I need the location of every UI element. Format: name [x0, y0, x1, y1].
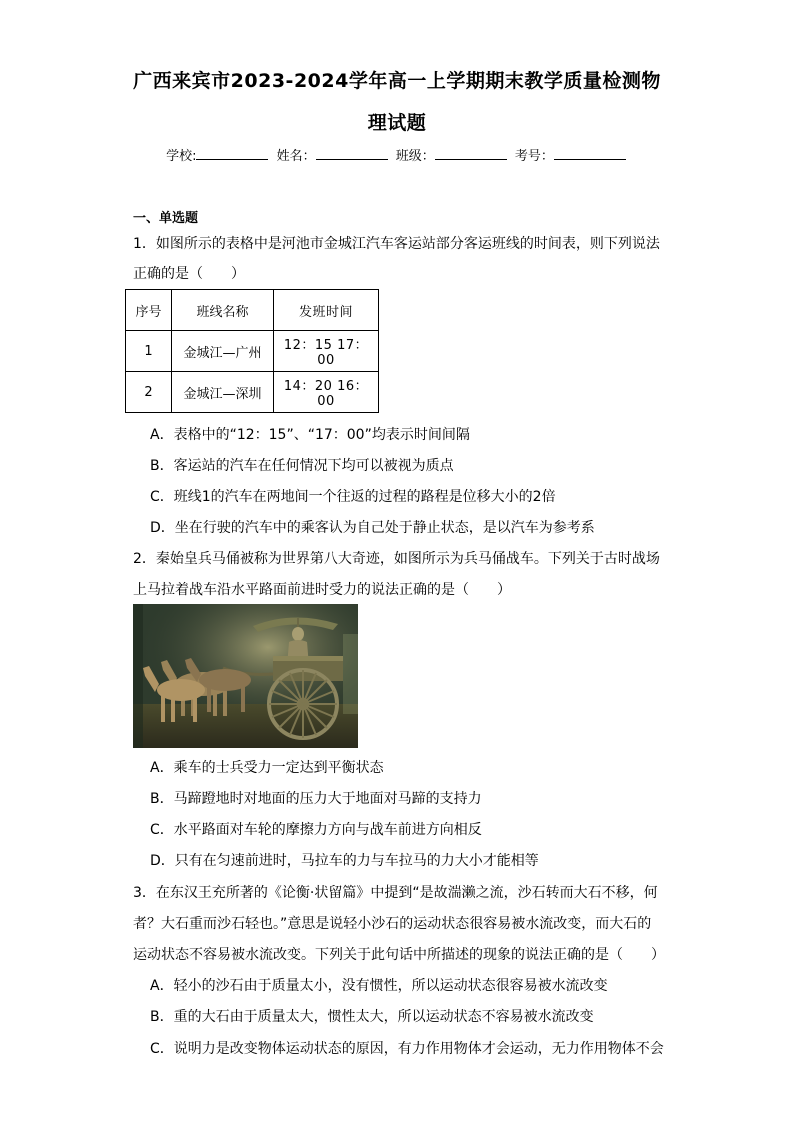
school-label: 学校: — [166, 149, 197, 164]
table-header: 序号 — [126, 290, 172, 331]
q2-stem-line1: 2．秦始皇兵马俑被称为世界第八大奇迹，如图所示为兵马俑战车。下列关于古时战场 — [133, 551, 660, 567]
table-header: 发班时间 — [274, 290, 379, 331]
terracotta-chariot-photo — [133, 604, 358, 748]
q2-stem-line2: 上马拉着战车沿水平路面前进时受力的说法正确的是（ ） — [133, 582, 511, 598]
table-header-row — [126, 290, 379, 331]
q2-option-b: B．马蹄蹬地时对地面的压力大于地面对马蹄的支持力 — [150, 791, 482, 807]
q1-option-c: C．班线1的汽车在两地间一个往返的过程的路程是位移大小的2倍 — [150, 489, 556, 505]
q2-option-d: D．只有在匀速前进时，马拉车的力与车拉马的力大小才能相等 — [150, 853, 539, 869]
page-title-line2: 理试题 — [367, 112, 427, 134]
q3-option-a: A．轻小的沙石由于质量太小，没有惯性，所以运动状态很容易被水流改变 — [150, 978, 608, 994]
student-info-row — [0, 145, 794, 164]
schedule-table — [125, 289, 379, 413]
q3-stem-line3: 运动状态不容易被水流改变。下列关于此句话中所描述的现象的说法正确的是（ ） — [133, 947, 665, 963]
school-blank — [196, 147, 268, 160]
table-cell: 2 — [126, 372, 172, 413]
table-cell: 14：20 16：00 — [274, 372, 379, 413]
number-label: 考号： — [514, 149, 554, 164]
name-label: 姓名： — [276, 149, 316, 164]
q2-option-a: A．乘车的士兵受力一定达到平衡状态 — [150, 760, 384, 776]
section-title: 一、单选题 — [133, 211, 199, 226]
table-cell: 金城江—深圳 — [172, 372, 274, 413]
q1-option-b: B．客运站的汽车在任何情况下均可以被视为质点 — [150, 458, 454, 474]
q1-option-d: D．坐在行驶的汽车中的乘客认为自己处于静止状态，是以汽车为参考系 — [150, 520, 595, 536]
table-cell: 12：15 17：00 — [274, 331, 379, 372]
name-blank — [316, 147, 388, 160]
table-cell: 1 — [126, 331, 172, 372]
q3-stem-line2: 者？大石重而沙石轻也。”意思是说轻小沙石的运动状态很容易被水流改变，而大石的 — [133, 916, 652, 932]
q1-stem-line1: 1．如图所示的表格中是河池市金城江汽车客运站部分客运班线的时间表，则下列说法 — [133, 236, 660, 252]
class-label: 班级： — [395, 149, 435, 164]
table-row — [126, 372, 379, 413]
number-blank — [554, 147, 626, 160]
q1-option-a: A．表格中的“12：15”、“17：00”均表示时间间隔 — [150, 427, 470, 443]
q1-stem-line2: 正确的是（ ） — [133, 266, 245, 282]
table-header: 班线名称 — [172, 290, 274, 331]
page-title-line1: 广西来宾市2023-2024学年高一上学期期末教学质量检测物 — [133, 70, 661, 92]
table-row — [126, 331, 379, 372]
class-blank — [435, 147, 507, 160]
q3-option-b: B．重的大石由于质量太大，惯性太大，所以运动状态不容易被水流改变 — [150, 1009, 594, 1025]
q3-stem-line1: 3．在东汉王充所著的《论衡·状留篇》中提到“是故湍濑之流，沙石转而大石不移，何 — [133, 885, 658, 901]
q2-option-c: C．水平路面对车轮的摩擦力方向与战车前进方向相反 — [150, 822, 482, 838]
q3-option-c: C．说明力是改变物体运动状态的原因，有力作用物体才会运动，无力作用物体不会 — [150, 1041, 664, 1057]
table-cell: 金城江—广州 — [172, 331, 274, 372]
